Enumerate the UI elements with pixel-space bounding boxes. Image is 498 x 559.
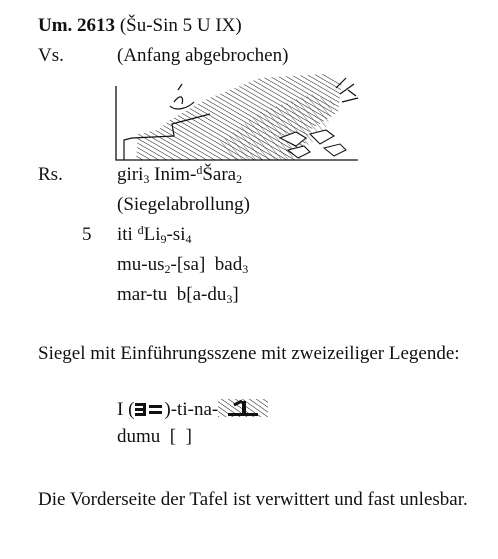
damaged-sign [218,397,270,419]
seal-legend-line-1: I ( )-ti-na- [117,397,270,419]
reverse-line-4: $mu-us_2-[sa]$ bad$_3$ [117,254,249,276]
header [38,16,242,35]
reverse-line-1: giri$_3$ Inim-$^d$Šara$_2$ [117,163,243,186]
cuneiform-sign [134,401,164,417]
closing-note: Die Vorderseite der Tafel ist verwittert und fast unlesbar. [38,489,468,510]
tablet-id: Um. 2613 [38,15,116,36]
obverse-note: (Anfang abgebrochen) [117,45,289,66]
seal-legend-line-2: dumu [ ] [117,426,192,447]
tablet-obverse-drawing [110,72,370,172]
reverse-label: Rs. [38,164,63,185]
reverse-line-2: (Siegelabrollung) [117,194,250,215]
line-number: 5 [82,224,92,245]
seal-intro: Siegel mit Einführungsszene mit zweizeiliger Legende: [38,343,460,364]
obverse-label: Vs. [38,45,64,66]
reverse-line-5: mar-tu $b[a-du_3]$ [117,284,239,306]
tablet-date: (Šu-Sin 5 U IX) [119,15,242,36]
reverse-line-3: iti $^dLi_9-si_4$ [117,223,192,246]
